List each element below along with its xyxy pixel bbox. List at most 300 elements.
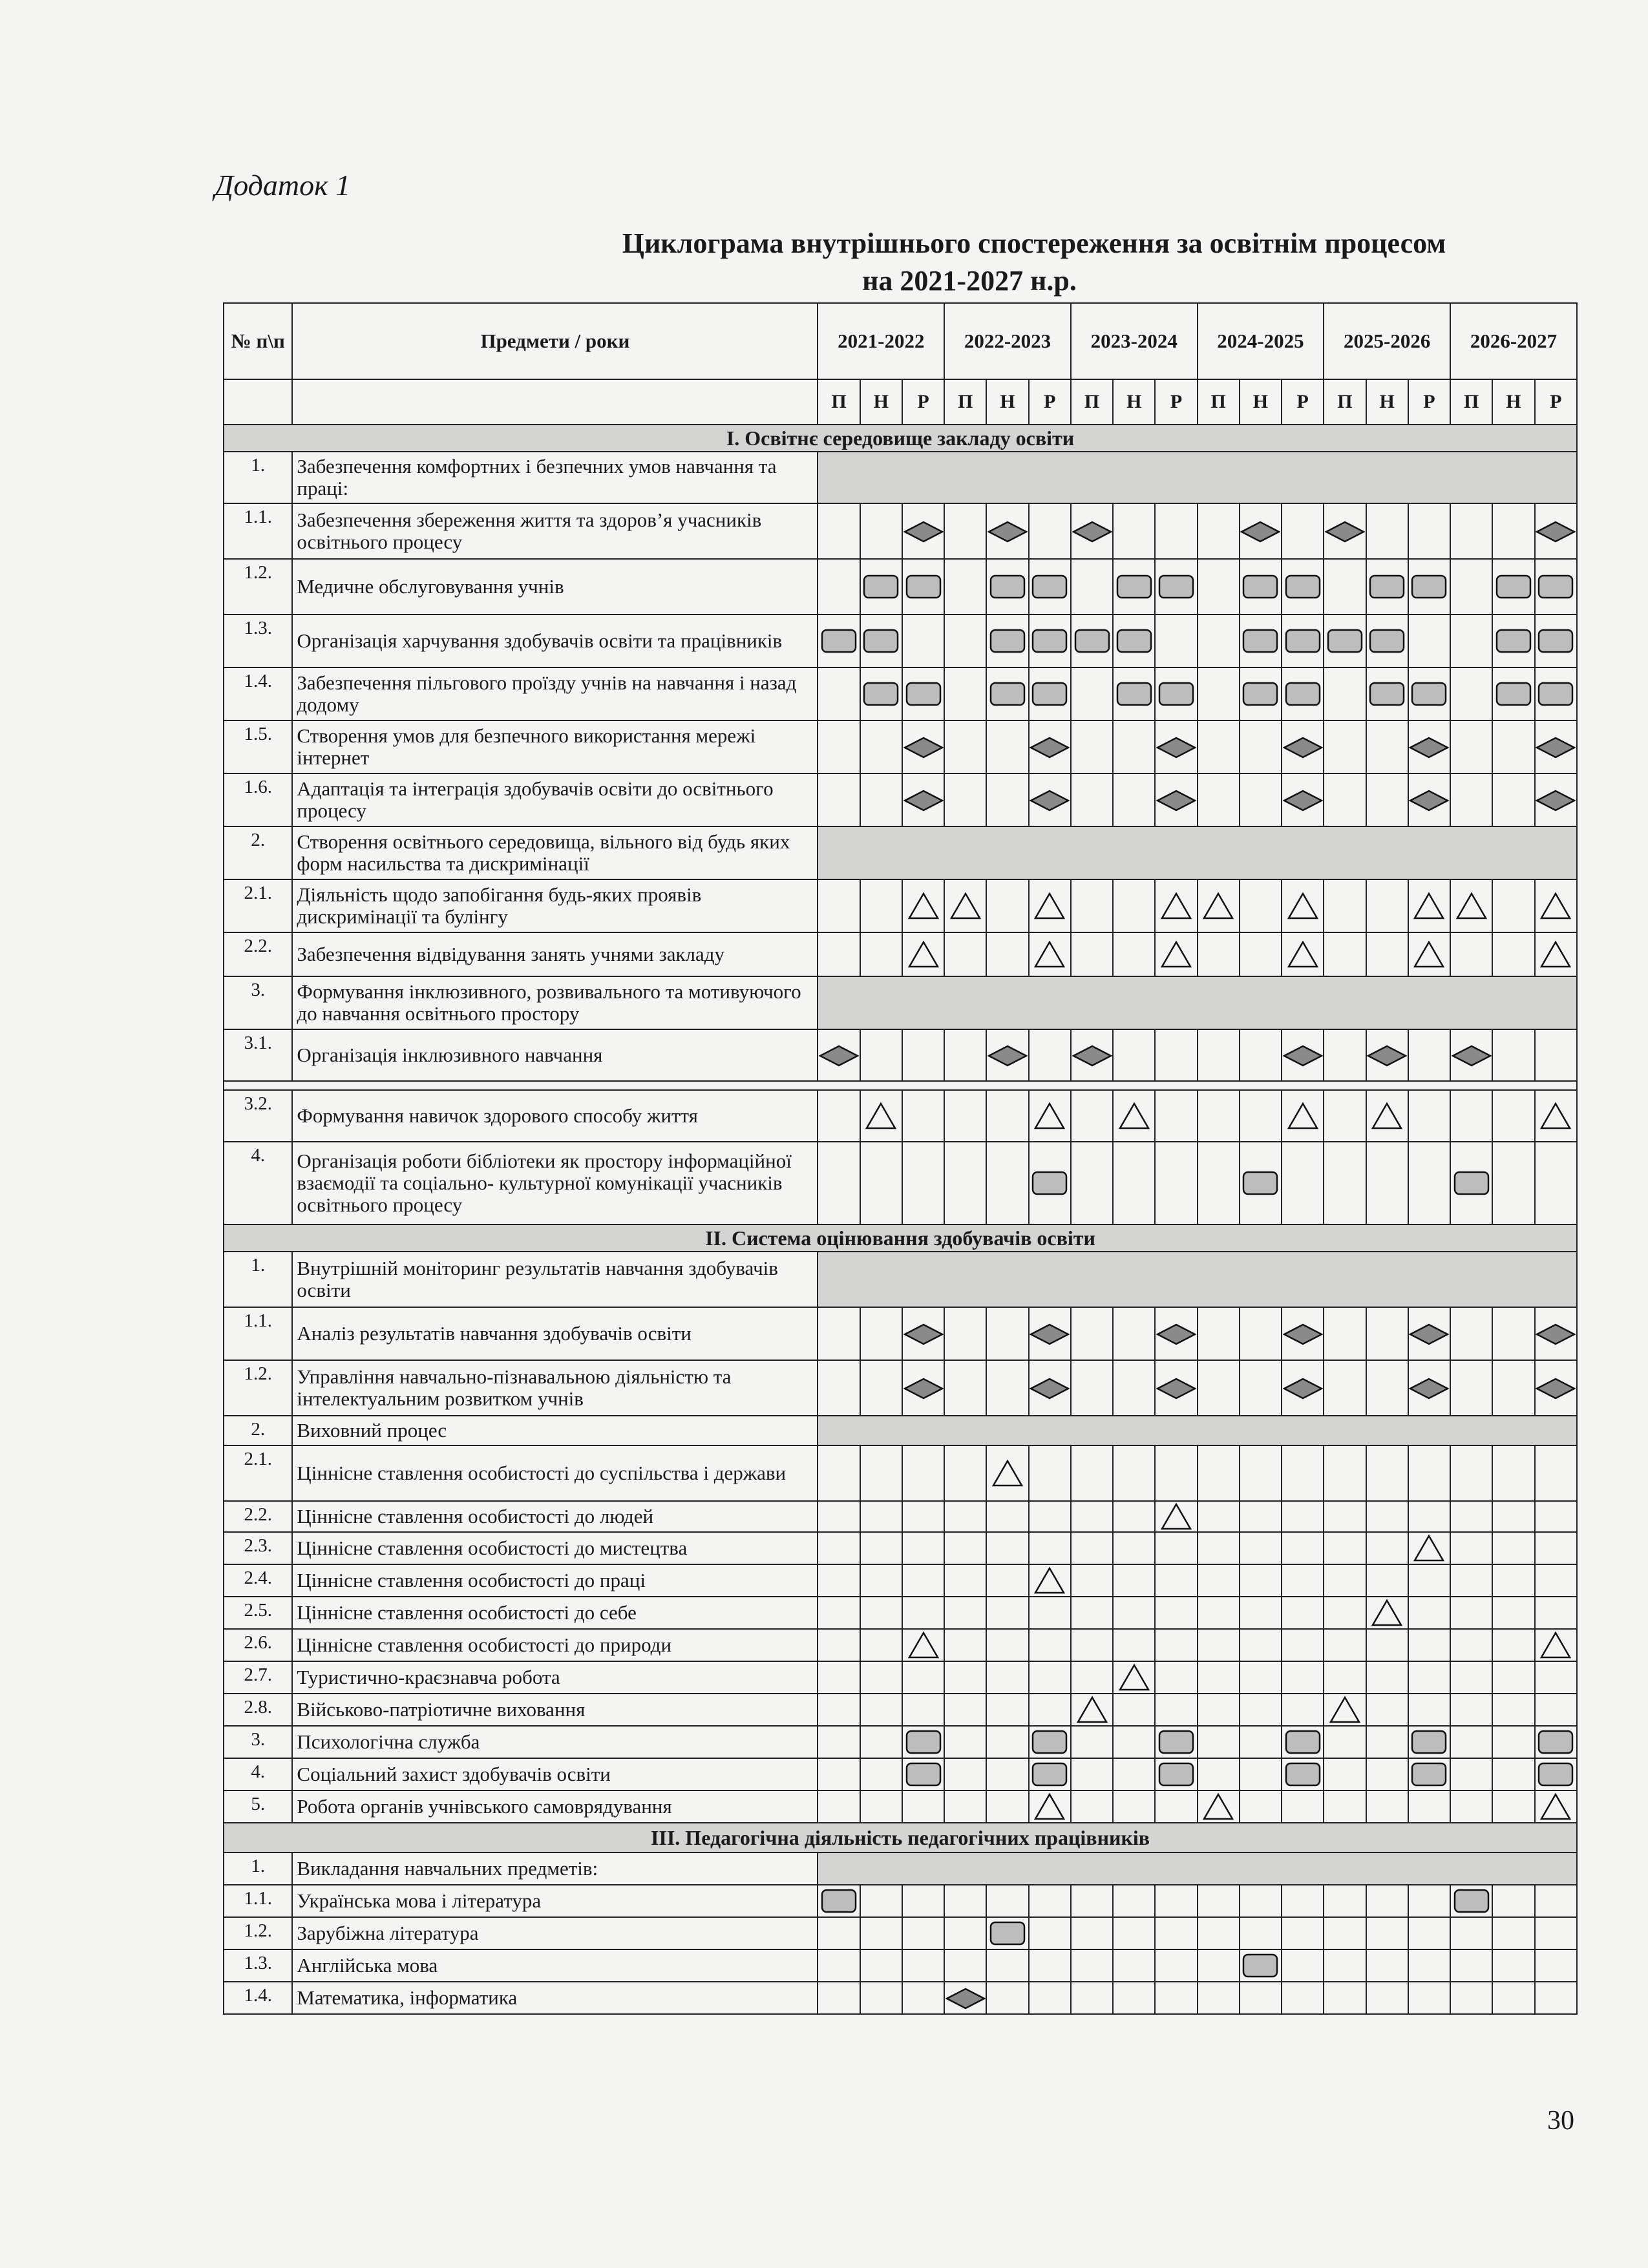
schedule-cell <box>1408 1629 1450 1661</box>
schedule-cell <box>860 1532 902 1564</box>
schedule-cell <box>1155 614 1197 667</box>
triangle-marker-icon <box>1117 1663 1151 1692</box>
row-number: 2.1. <box>224 879 292 932</box>
schedule-cell <box>1408 503 1450 559</box>
schedule-cell <box>1450 1564 1492 1597</box>
schedule-cell <box>1198 1790 1240 1823</box>
schedule-cell <box>1113 614 1155 667</box>
table-row <box>224 1629 1577 1661</box>
row-subject: Створення умов для безпечного використання мережі інтернет <box>292 720 818 773</box>
table-row <box>224 1758 1577 1790</box>
schedule-cell <box>1366 559 1408 614</box>
schedule-cell <box>1408 932 1450 976</box>
schedule-cell <box>1155 1090 1197 1142</box>
schedule-cell <box>1155 1790 1197 1823</box>
row-subject: Забезпечення відвідування занять учнями закладу <box>292 932 818 976</box>
schedule-cell <box>860 503 902 559</box>
schedule-cell <box>1155 1564 1197 1597</box>
schedule-cell <box>1366 1917 1408 1949</box>
schedule-cell <box>1240 1564 1282 1597</box>
triangle-marker-icon <box>1328 1695 1362 1725</box>
schedule-cell <box>902 1790 944 1823</box>
schedule-cell <box>1408 1532 1450 1564</box>
schedule-cell <box>1408 1445 1450 1501</box>
rounded-rect-marker-icon <box>1241 681 1279 707</box>
schedule-cell <box>1113 667 1155 720</box>
row-number: 1.3. <box>224 1949 292 1982</box>
schedule-cell <box>944 1661 986 1694</box>
schedule-cell <box>1324 720 1366 773</box>
row-number: 1.3. <box>224 614 292 667</box>
schedule-cell <box>1366 773 1408 826</box>
schedule-cell <box>818 1917 860 1949</box>
schedule-cell <box>1198 1758 1240 1790</box>
schedule-cell <box>1366 1982 1408 2014</box>
schedule-cell <box>1029 1917 1071 1949</box>
header-year: 2026-2027 <box>1450 303 1577 379</box>
schedule-cell <box>1324 1564 1366 1597</box>
schedule-cell <box>902 1564 944 1597</box>
schedule-cell <box>944 1597 986 1629</box>
schedule-cell <box>1029 1597 1071 1629</box>
schedule-cell <box>1324 1501 1366 1532</box>
schedule-cell <box>902 1090 944 1142</box>
schedule-cell <box>902 614 944 667</box>
schedule-cell <box>1071 1090 1113 1142</box>
schedule-cell <box>818 1726 860 1758</box>
triangle-marker-icon <box>1286 1101 1320 1131</box>
schedule-cell <box>1071 1661 1113 1694</box>
schedule-cell <box>1155 1307 1197 1360</box>
rounded-rect-marker-icon <box>989 628 1026 654</box>
schedule-cell <box>1366 1661 1408 1694</box>
group-shaded-cells <box>818 1416 1577 1445</box>
row-subject: Забезпечення збереження життя та здоров’я учасників освітнього процесу <box>292 503 818 559</box>
schedule-cell <box>1240 1917 1282 1949</box>
schedule-cell <box>1408 1597 1450 1629</box>
rounded-rect-marker-icon <box>1115 681 1153 707</box>
schedule-cell <box>944 1885 986 1917</box>
schedule-cell <box>902 1917 944 1949</box>
schedule-cell <box>1071 614 1113 667</box>
schedule-cell <box>1029 1885 1071 1917</box>
schedule-cell <box>1282 1661 1324 1694</box>
schedule-cell <box>818 1564 860 1597</box>
rounded-rect-marker-icon <box>905 681 942 707</box>
schedule-cell <box>1408 1501 1450 1532</box>
annex-label: Додаток 1 <box>215 169 351 202</box>
schedule-cell <box>1198 1982 1240 2014</box>
triangle-marker-icon <box>1455 891 1488 921</box>
schedule-cell <box>1408 1758 1450 1790</box>
schedule-cell <box>1408 1694 1450 1726</box>
row-number: 1.2. <box>224 1360 292 1416</box>
schedule-cell <box>1071 1790 1113 1823</box>
schedule-cell <box>1113 1029 1155 1081</box>
row-subject: Робота органів учнівського самоврядування <box>292 1790 818 1823</box>
schedule-cell <box>1324 1790 1366 1823</box>
schedule-cell <box>1535 1694 1577 1726</box>
triangle-marker-icon <box>1159 940 1193 969</box>
diamond-marker-icon <box>1409 1323 1449 1346</box>
row-subject: Управління навчально-пізнавальною діяльністю та інтелектуальним розвитком учнів <box>292 1360 818 1416</box>
schedule-cell <box>1198 1917 1240 1949</box>
schedule-cell <box>1240 932 1282 976</box>
schedule-cell <box>1029 1090 1071 1142</box>
schedule-cell <box>1324 1307 1366 1360</box>
schedule-cell <box>1535 1532 1577 1564</box>
schedule-cell <box>1366 1029 1408 1081</box>
schedule-cell <box>1155 1661 1197 1694</box>
triangle-marker-icon <box>991 1458 1024 1488</box>
schedule-cell <box>1366 1090 1408 1142</box>
diamond-marker-icon <box>1283 1377 1323 1400</box>
schedule-cell <box>1492 1360 1534 1416</box>
schedule-cell <box>1071 667 1113 720</box>
table-row <box>224 1445 1577 1501</box>
schedule-cell <box>1324 1629 1366 1661</box>
schedule-cell <box>1324 1029 1366 1081</box>
diamond-marker-icon <box>1283 1323 1323 1346</box>
schedule-cell <box>1450 879 1492 932</box>
schedule-cell <box>1282 559 1324 614</box>
schedule-cell <box>1071 1694 1113 1726</box>
schedule-cell <box>1071 1142 1113 1224</box>
schedule-cell <box>1324 1694 1366 1726</box>
schedule-cell <box>1408 1090 1450 1142</box>
schedule-cell <box>1366 1949 1408 1982</box>
group-row <box>224 976 1577 1029</box>
diamond-marker-icon <box>1283 736 1323 759</box>
schedule-cell <box>1071 1532 1113 1564</box>
schedule-cell <box>1198 1532 1240 1564</box>
triangle-marker-icon <box>1539 1101 1572 1131</box>
schedule-cell <box>1535 1949 1577 1982</box>
row-subject: Адаптація та інтеграція здобувачів освіти до освітнього процесу <box>292 773 818 826</box>
schedule-cell <box>1240 1307 1282 1360</box>
schedule-cell <box>1071 1564 1113 1597</box>
header-period: Н <box>1366 379 1408 425</box>
triangle-marker-icon <box>1539 940 1572 969</box>
schedule-cell <box>1366 1501 1408 1532</box>
schedule-cell <box>1240 1885 1282 1917</box>
triangle-marker-icon <box>1539 891 1572 921</box>
schedule-cell <box>1029 1142 1071 1224</box>
row-subject: Аналіз результатів навчання здобувачів освіти <box>292 1307 818 1360</box>
schedule-cell <box>1535 932 1577 976</box>
row-subject: Створення освітнього середовища, вільного від будь яких форм насильства та дискримінації <box>292 826 818 879</box>
triangle-marker-icon <box>1159 1502 1193 1531</box>
schedule-cell <box>986 614 1028 667</box>
schedule-cell <box>1155 1532 1197 1564</box>
schedule-cell <box>1113 1564 1155 1597</box>
schedule-cell <box>1492 1949 1534 1982</box>
schedule-cell <box>902 1360 944 1416</box>
row-subject: Внутрішній моніторинг результатів навчання здобувачів освіти <box>292 1252 818 1307</box>
rounded-rect-marker-icon <box>1241 628 1279 654</box>
schedule-cell <box>1240 1029 1282 1081</box>
schedule-cell <box>1366 1142 1408 1224</box>
header-period: Н <box>1240 379 1282 425</box>
schedule-cell <box>818 1790 860 1823</box>
rounded-rect-marker-icon <box>1241 574 1279 600</box>
schedule-cell <box>1408 1564 1450 1597</box>
rounded-rect-marker-icon <box>1537 628 1574 654</box>
schedule-cell <box>1198 503 1240 559</box>
row-number: 2.7. <box>224 1661 292 1694</box>
schedule-cell <box>1029 667 1071 720</box>
schedule-cell <box>986 1694 1028 1726</box>
schedule-cell <box>1535 1360 1577 1416</box>
schedule-cell <box>818 1090 860 1142</box>
schedule-cell <box>1450 1090 1492 1142</box>
schedule-cell <box>1492 1501 1534 1532</box>
row-number: 2.5. <box>224 1597 292 1629</box>
rounded-rect-marker-icon <box>1410 1761 1448 1787</box>
schedule-cell <box>1198 1597 1240 1629</box>
schedule-cell <box>1155 1445 1197 1501</box>
row-number: 2.6. <box>224 1629 292 1661</box>
section-title: II. Система оцінювання здобувачів освіти <box>224 1224 1577 1252</box>
schedule-cell <box>1240 667 1282 720</box>
row-subject: Туристично-краєзнавча робота <box>292 1661 818 1694</box>
table-row <box>224 1885 1577 1917</box>
diamond-marker-icon <box>819 1044 859 1067</box>
row-subject: Діяльність щодо запобігання будь-яких проявів дискримінації та булінгу <box>292 879 818 932</box>
table-row <box>224 932 1577 976</box>
rounded-rect-marker-icon <box>1031 574 1068 600</box>
schedule-cell <box>1029 1758 1071 1790</box>
schedule-cell <box>1113 1501 1155 1532</box>
schedule-cell <box>944 559 986 614</box>
schedule-cell <box>1155 1726 1197 1758</box>
schedule-cell <box>818 1445 860 1501</box>
row-number: 3.2. <box>224 1090 292 1142</box>
schedule-cell <box>1492 1532 1534 1564</box>
schedule-cell <box>1282 1629 1324 1661</box>
schedule-cell <box>860 1949 902 1982</box>
diamond-marker-icon <box>1156 1323 1196 1346</box>
schedule-cell <box>1071 1029 1113 1081</box>
schedule-cell <box>1029 1982 1071 2014</box>
table-row <box>224 720 1577 773</box>
row-number: 1.1. <box>224 1307 292 1360</box>
schedule-cell <box>1492 1142 1534 1224</box>
rounded-rect-marker-icon <box>1073 628 1111 654</box>
schedule-cell <box>1324 1949 1366 1982</box>
schedule-cell <box>1198 1090 1240 1142</box>
schedule-cell <box>1240 1758 1282 1790</box>
triangle-marker-icon <box>1370 1101 1404 1131</box>
diamond-marker-icon <box>1536 789 1576 812</box>
schedule-cell <box>1492 773 1534 826</box>
header-year: 2022-2023 <box>944 303 1071 379</box>
rounded-rect-marker-icon <box>1284 1761 1322 1787</box>
row-number: 2. <box>224 826 292 879</box>
header-period: Р <box>1282 379 1324 425</box>
row-number: 1. <box>224 1252 292 1307</box>
schedule-cell <box>818 559 860 614</box>
schedule-cell <box>1198 1949 1240 1982</box>
schedule-cell <box>1071 1360 1113 1416</box>
table-row <box>224 773 1577 826</box>
rounded-rect-marker-icon <box>1410 574 1448 600</box>
schedule-cell <box>1366 1629 1408 1661</box>
rounded-rect-marker-icon <box>1537 1761 1574 1787</box>
row-number: 1.6. <box>224 773 292 826</box>
schedule-cell <box>818 1532 860 1564</box>
schedule-cell <box>1071 1445 1113 1501</box>
rounded-rect-marker-icon <box>1157 574 1195 600</box>
table-row <box>224 1090 1577 1142</box>
rounded-rect-marker-icon <box>1031 681 1068 707</box>
schedule-cell <box>818 667 860 720</box>
triangle-marker-icon <box>907 1630 940 1660</box>
schedule-cell <box>1324 614 1366 667</box>
group-row <box>224 1416 1577 1445</box>
schedule-cell <box>1029 503 1071 559</box>
row-number: 4. <box>224 1758 292 1790</box>
schedule-cell <box>1240 1445 1282 1501</box>
schedule-cell <box>944 1758 986 1790</box>
schedule-cell <box>1029 1629 1071 1661</box>
schedule-cell <box>1535 1597 1577 1629</box>
schedule-cell <box>1240 1726 1282 1758</box>
schedule-cell <box>1450 1694 1492 1726</box>
schedule-cell <box>1029 614 1071 667</box>
group-row <box>224 452 1577 503</box>
schedule-cell <box>818 1982 860 2014</box>
diamond-marker-icon <box>1072 520 1112 543</box>
schedule-cell <box>1155 1885 1197 1917</box>
schedule-cell <box>1408 773 1450 826</box>
schedule-cell <box>1324 773 1366 826</box>
schedule-cell <box>1029 1501 1071 1532</box>
schedule-cell <box>944 773 986 826</box>
row-number: 1.2. <box>224 1917 292 1949</box>
table-row <box>224 1501 1577 1532</box>
triangle-marker-icon <box>1033 940 1066 969</box>
table-row <box>224 1597 1577 1629</box>
schedule-cell <box>1282 1360 1324 1416</box>
row-subject: Соціальний захист здобувачів освіти <box>292 1758 818 1790</box>
schedule-cell <box>944 879 986 932</box>
schedule-cell <box>1492 720 1534 773</box>
diamond-marker-icon <box>903 736 944 759</box>
schedule-cell <box>986 1307 1028 1360</box>
schedule-cell <box>1408 1949 1450 1982</box>
rounded-rect-marker-icon <box>1495 628 1532 654</box>
triangle-marker-icon <box>949 891 982 921</box>
table-row <box>224 614 1577 667</box>
schedule-cell <box>1282 720 1324 773</box>
header-subject-empty <box>292 379 818 425</box>
schedule-cell <box>1282 1090 1324 1142</box>
diamond-marker-icon <box>1536 736 1576 759</box>
schedule-cell <box>1366 879 1408 932</box>
schedule-cell <box>1113 1758 1155 1790</box>
schedule-cell <box>1450 1445 1492 1501</box>
row-number: 4. <box>224 1142 292 1224</box>
row-number: 1.2. <box>224 559 292 614</box>
diamond-marker-icon <box>1536 1377 1576 1400</box>
schedule-cell <box>1029 1029 1071 1081</box>
schedule-cell <box>902 1885 944 1917</box>
schedule-cell <box>860 1564 902 1597</box>
row-number: 1.5. <box>224 720 292 773</box>
schedule-cell <box>1198 1501 1240 1532</box>
schedule-cell <box>902 1029 944 1081</box>
diamond-marker-icon <box>1409 736 1449 759</box>
schedule-cell <box>860 559 902 614</box>
triangle-marker-icon <box>1159 891 1193 921</box>
schedule-cell <box>1535 1629 1577 1661</box>
schedule-cell <box>1492 614 1534 667</box>
triangle-marker-icon <box>1286 940 1320 969</box>
schedule-cell <box>1535 1029 1577 1081</box>
header-period: Н <box>986 379 1028 425</box>
schedule-cell <box>818 1142 860 1224</box>
rounded-rect-marker-icon <box>1453 1170 1490 1196</box>
schedule-cell <box>860 1982 902 2014</box>
schedule-cell <box>1071 503 1113 559</box>
schedule-cell <box>1366 1445 1408 1501</box>
schedule-cell <box>860 1142 902 1224</box>
schedule-cell <box>1450 773 1492 826</box>
schedule-cell <box>818 1694 860 1726</box>
schedule-cell <box>1535 1917 1577 1949</box>
schedule-cell <box>1535 720 1577 773</box>
schedule-cell <box>1240 1790 1282 1823</box>
schedule-cell <box>902 1661 944 1694</box>
diamond-marker-icon <box>1536 520 1576 543</box>
schedule-cell <box>902 773 944 826</box>
schedule-cell <box>902 1726 944 1758</box>
row-number: 1.1. <box>224 1885 292 1917</box>
schedule-cell <box>902 1629 944 1661</box>
schedule-cell <box>986 1501 1028 1532</box>
rounded-rect-marker-icon <box>905 1729 942 1755</box>
schedule-cell <box>1113 879 1155 932</box>
schedule-cell <box>1155 1758 1197 1790</box>
schedule-cell <box>1408 1917 1450 1949</box>
schedule-cell <box>1198 1445 1240 1501</box>
rounded-rect-marker-icon <box>862 681 900 707</box>
triangle-marker-icon <box>864 1101 898 1131</box>
schedule-cell <box>986 1142 1028 1224</box>
table-row <box>224 667 1577 720</box>
schedule-cell <box>986 1726 1028 1758</box>
schedule-cell <box>944 1790 986 1823</box>
schedule-cell <box>1113 1982 1155 2014</box>
schedule-cell <box>1029 559 1071 614</box>
schedule-cell <box>1198 1029 1240 1081</box>
diamond-marker-icon <box>1536 1323 1576 1346</box>
schedule-cell <box>1450 1142 1492 1224</box>
schedule-cell <box>1198 773 1240 826</box>
triangle-marker-icon <box>907 891 940 921</box>
schedule-cell <box>1282 879 1324 932</box>
schedule-cell <box>1198 879 1240 932</box>
schedule-cell <box>1155 1629 1197 1661</box>
schedule-cell <box>1240 879 1282 932</box>
triangle-marker-icon <box>1033 1792 1066 1822</box>
diamond-marker-icon <box>1072 1044 1112 1067</box>
row-subject: Англійська мова <box>292 1949 818 1982</box>
row-subject: Медичне обслуговування учнів <box>292 559 818 614</box>
diamond-marker-icon <box>988 520 1028 543</box>
diamond-marker-icon <box>1030 1323 1070 1346</box>
